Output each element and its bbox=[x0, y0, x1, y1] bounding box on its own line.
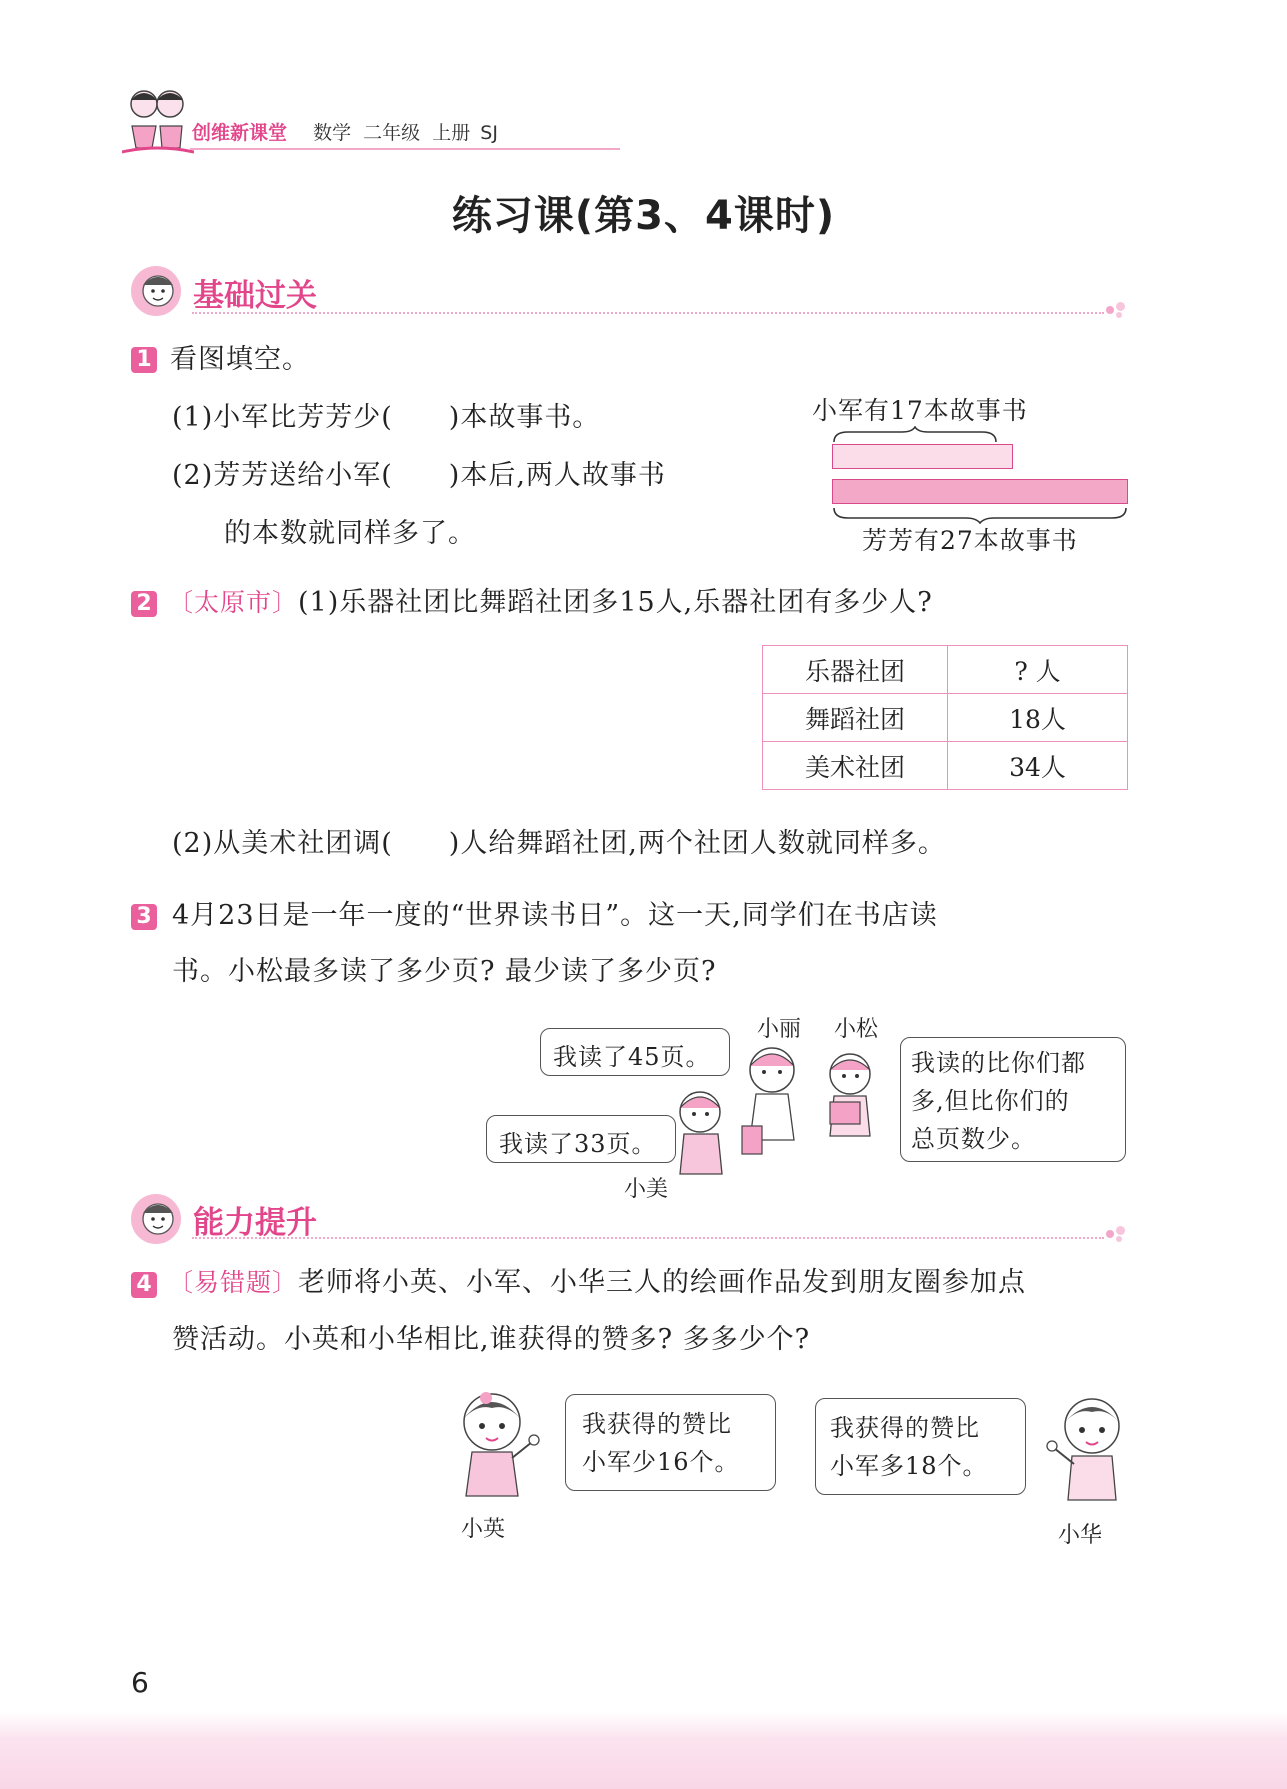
page-title: 练习课(第3、4课时) bbox=[451, 193, 836, 239]
bar-top-brace bbox=[832, 426, 998, 444]
question-number-3: 3 bbox=[131, 904, 157, 930]
bubble-line: 我获得的赞比 bbox=[830, 1414, 980, 1442]
bar-top-label: 小军有17本故事书 bbox=[812, 396, 1028, 425]
q2-line1 bbox=[168, 587, 933, 619]
club-table bbox=[762, 645, 1128, 790]
name-xiaoli: 小丽 bbox=[757, 1017, 802, 1042]
name-xiaohua: 小华 bbox=[1058, 1523, 1103, 1548]
footer-band bbox=[0, 1712, 1287, 1789]
table-row bbox=[763, 646, 1128, 694]
question-number-1: 1 bbox=[131, 347, 157, 373]
section-title-advanced: 能力提升 bbox=[193, 1205, 317, 1241]
children-reading-illustration-icon bbox=[660, 1040, 900, 1200]
subject: 数学 bbox=[313, 122, 352, 144]
q4-tag: 〔易错题〕 bbox=[168, 1268, 299, 1297]
grade: 二年级 bbox=[363, 122, 421, 144]
bubble-line: 小军少16个。 bbox=[582, 1448, 740, 1476]
bar-xiaojun bbox=[832, 444, 1013, 469]
q1-sub2-line2: 的本数就同样多了。 bbox=[224, 518, 476, 549]
table-cell-name: 舞蹈社团 bbox=[763, 694, 948, 742]
question-number-4: 4 bbox=[131, 1272, 157, 1298]
q3-line1: 4月23日是一年一度的“世界读书日”。这一天,同学们在书店读 bbox=[172, 900, 938, 931]
question-number-2: 2 bbox=[131, 591, 157, 617]
bubble-line: 我获得的赞比 bbox=[582, 1410, 732, 1438]
name-xiaoying: 小英 bbox=[461, 1517, 506, 1542]
page-number: 6 bbox=[131, 1666, 149, 1699]
bubble-line: 我读的比你们都 bbox=[911, 1049, 1086, 1077]
q1-sub1: (1)小军比芳芳少( )本故事书。 bbox=[172, 402, 601, 433]
section-mascot-icon bbox=[130, 265, 182, 317]
q3-line2: 书。小松最多读了多少页? 最少读了多少页? bbox=[172, 956, 717, 987]
section-dots-icon bbox=[1106, 1226, 1130, 1242]
table-cell-name: 美术社团 bbox=[763, 742, 948, 790]
table-cell-value: 34人 bbox=[948, 742, 1128, 790]
q4-line1 bbox=[168, 1267, 1026, 1299]
table-cell-value: 18人 bbox=[948, 694, 1128, 742]
q4-line2: 赞活动。小英和小华相比,谁获得的赞多? 多多少个? bbox=[172, 1324, 811, 1355]
table-cell-name: 乐器社团 bbox=[763, 646, 948, 694]
edition: SJ bbox=[480, 122, 498, 144]
brand-name: 创维新课堂 bbox=[192, 122, 288, 144]
section-divider-basic bbox=[192, 312, 1104, 314]
name-xiaosong: 小松 bbox=[834, 1017, 879, 1042]
speech-bubble-xiaomei: 我读了33页。 bbox=[486, 1115, 676, 1163]
speech-bubble-xiaoli: 我读了45页。 bbox=[540, 1028, 730, 1076]
bubble-line: 总页数少。 bbox=[911, 1125, 1036, 1153]
bubble-line: 多,但比你们的 bbox=[911, 1087, 1070, 1115]
speech-bubble-xiaosong bbox=[900, 1037, 1126, 1162]
bar-fangfang bbox=[832, 479, 1128, 504]
speech-bubble-xiaohua bbox=[815, 1398, 1026, 1495]
section-dots-icon bbox=[1106, 302, 1130, 318]
speech-bubble-xiaoying bbox=[565, 1394, 776, 1491]
header-divider bbox=[190, 148, 620, 150]
q2-tag: 〔太原市〕 bbox=[168, 588, 299, 617]
boy-xiaohua-illustration-icon bbox=[1040, 1388, 1136, 1514]
name-xiaomei: 小美 bbox=[624, 1177, 669, 1202]
section-divider-advanced bbox=[192, 1237, 1104, 1239]
table-row bbox=[763, 694, 1128, 742]
section-title-basic: 基础过关 bbox=[193, 278, 317, 314]
girl-xiaoying-illustration-icon bbox=[446, 1386, 546, 1512]
volume: 上册 bbox=[432, 122, 471, 144]
table-cell-value: ? 人 bbox=[948, 646, 1128, 694]
section-mascot-icon bbox=[130, 1193, 182, 1245]
header-kids-logo-icon bbox=[122, 86, 194, 156]
q4-text: 老师将小英、小军、小华三人的绘画作品发到朋友圈参加点 bbox=[298, 1267, 1027, 1298]
bar-bottom-brace bbox=[832, 506, 1128, 524]
bubble-line: 小军多18个。 bbox=[830, 1452, 988, 1480]
q2-sub2: (2)从美术社团调( )人给舞蹈社团,两个社团人数就同样多。 bbox=[172, 828, 946, 859]
table-row bbox=[763, 742, 1128, 790]
q1-sub2-line1: (2)芳芳送给小军( )本后,两人故事书 bbox=[172, 460, 666, 491]
q2-sub1: (1)乐器社团比舞蹈社团多15人,乐器社团有多少人? bbox=[298, 587, 933, 618]
bar-bottom-label: 芳芳有27本故事书 bbox=[862, 526, 1078, 555]
q1-stem: 看图填空。 bbox=[170, 344, 310, 375]
